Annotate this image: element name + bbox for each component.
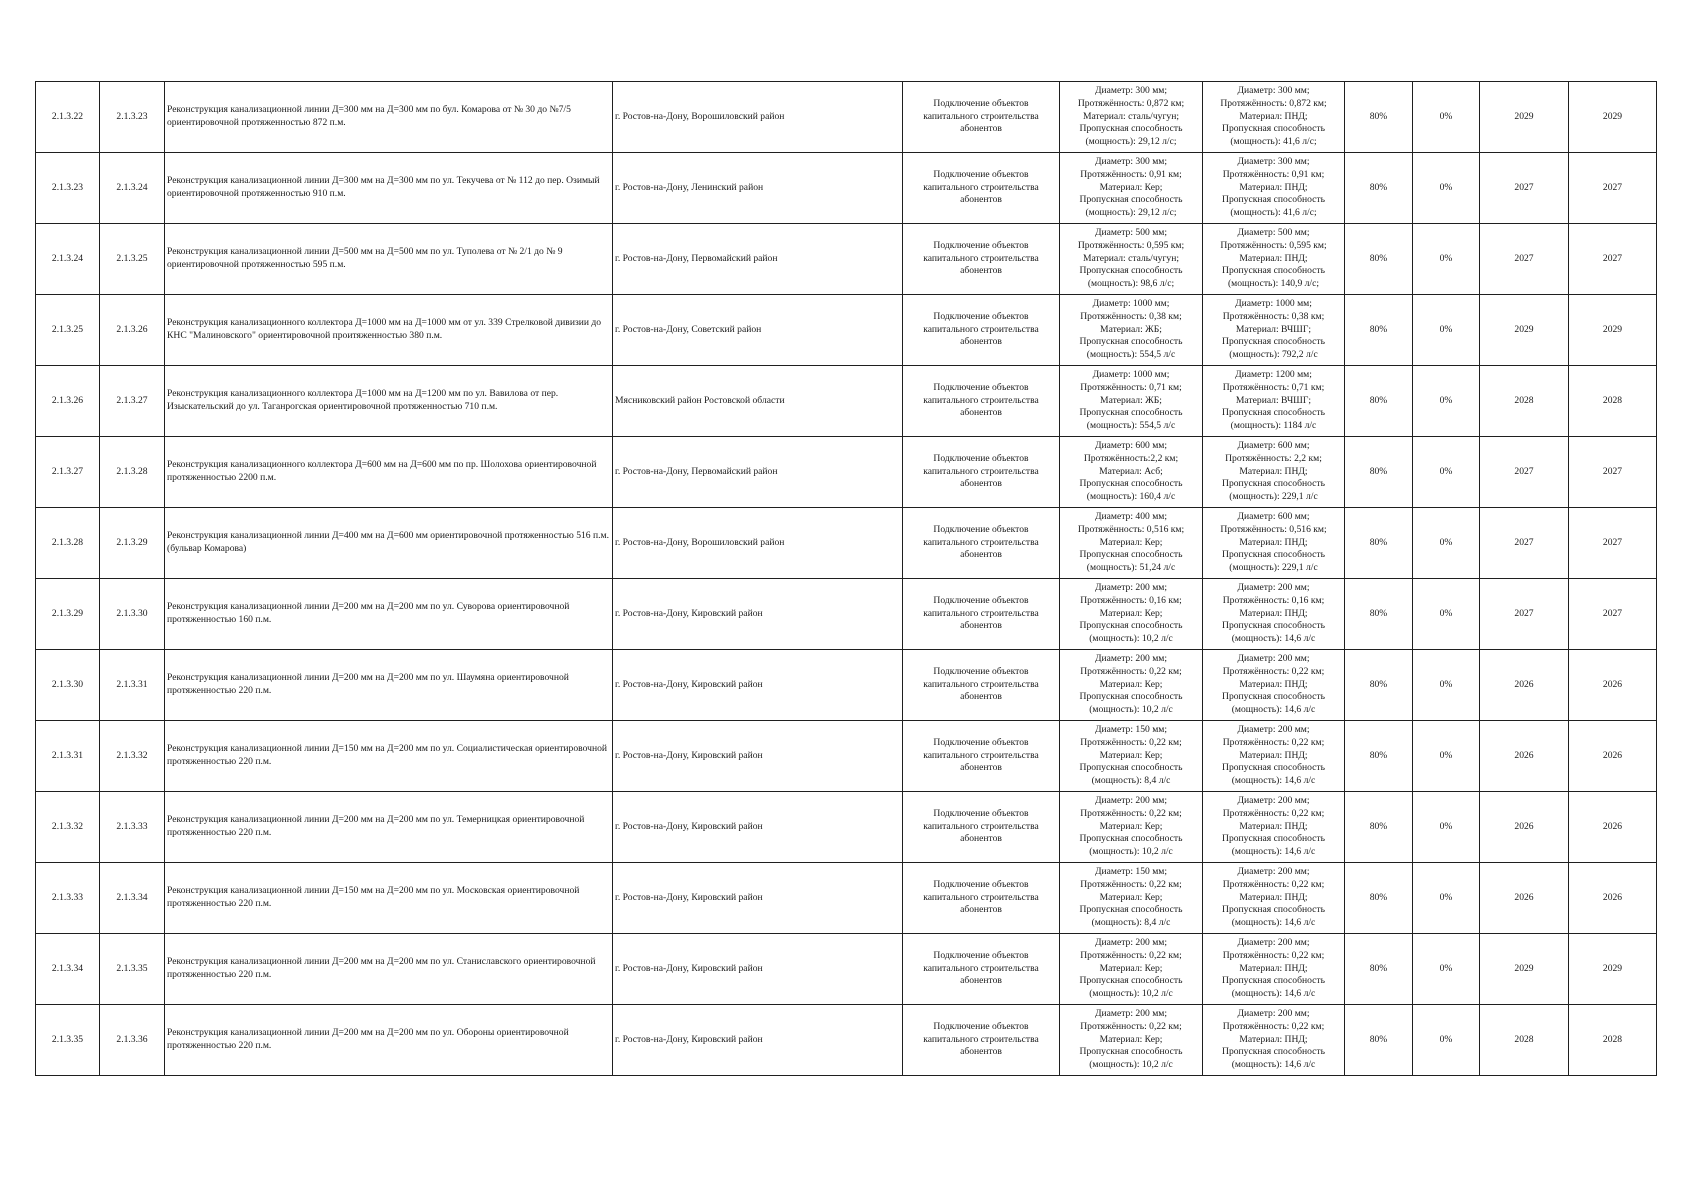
specs-after-cell xyxy=(1203,792,1345,863)
project-name-cell: Реконструкция канализационной линии Д=150 мм на Д=200 мм по ул. Социалистическая ориентировочной протяженностью 220 п.м. xyxy=(165,721,613,792)
specs-after-text: Диаметр: 300 мм; Протяжённость: 0,91 км; Материал: ПНД; Пропускная способность (мощность): 41,6 л/с; xyxy=(1222,156,1325,219)
location-cell: г. Ростов-на-Дону, Кировский район xyxy=(613,579,903,650)
table-row xyxy=(36,863,1657,934)
table-row xyxy=(36,153,1657,224)
purpose-text: Подключение объектов капитального строительства абонентов xyxy=(923,523,1039,561)
specs-after-text: Диаметр: 200 мм; Протяжённость: 0,22 км; Материал: ПНД; Пропускная способность (мощность): 14,6 л/с xyxy=(1222,937,1325,1000)
item-code-cell: 2.1.3.36 xyxy=(100,1005,165,1076)
row-number-cell: 2.1.3.27 xyxy=(36,437,100,508)
item-code-cell: 2.1.3.29 xyxy=(100,508,165,579)
location-cell: г. Ростов-на-Дону, Ворошиловский район xyxy=(613,82,903,153)
location-cell: г. Ростов-на-Дону, Первомайский район xyxy=(613,437,903,508)
project-name-cell: Реконструкция канализационного коллектора Д=1000 мм на Д=1000 мм от ул. 339 Стрелковой дивизии до КНС "Малиновского" ориентировочной проитяженностью 380 п.м. xyxy=(165,295,613,366)
purpose-text: Подключение объектов капитального строительства абонентов xyxy=(923,452,1039,490)
percent-cell: 80% xyxy=(1345,366,1413,437)
end-year-cell: 2026 xyxy=(1569,650,1657,721)
specs-after-cell xyxy=(1203,650,1345,721)
table-row xyxy=(36,579,1657,650)
percent-cell: 0% xyxy=(1413,153,1480,224)
purpose-text: Подключение объектов капитального строительства абонентов xyxy=(923,807,1039,845)
percent-cell: 0% xyxy=(1413,721,1480,792)
percent-cell: 80% xyxy=(1345,224,1413,295)
purpose-text: Подключение объектов капитального строительства абонентов xyxy=(923,594,1039,632)
purpose-cell xyxy=(903,934,1060,1005)
location-cell: г. Ростов-на-Дону, Ленинский район xyxy=(613,153,903,224)
end-year-cell: 2027 xyxy=(1569,508,1657,579)
purpose-text: Подключение объектов капитального строительства абонентов xyxy=(923,381,1039,419)
start-year-cell: 2026 xyxy=(1480,721,1569,792)
specs-before-cell xyxy=(1060,1005,1203,1076)
purpose-cell xyxy=(903,1005,1060,1076)
purpose-cell xyxy=(903,295,1060,366)
percent-cell: 80% xyxy=(1345,792,1413,863)
specs-after-cell xyxy=(1203,295,1345,366)
percent-cell: 0% xyxy=(1413,224,1480,295)
location-cell: г. Ростов-на-Дону, Кировский район xyxy=(613,863,903,934)
item-code-cell: 2.1.3.24 xyxy=(100,153,165,224)
percent-cell: 0% xyxy=(1413,508,1480,579)
table-row xyxy=(36,934,1657,1005)
percent-cell: 0% xyxy=(1413,295,1480,366)
row-number-cell: 2.1.3.22 xyxy=(36,82,100,153)
percent-cell: 0% xyxy=(1413,863,1480,934)
percent-cell: 0% xyxy=(1413,437,1480,508)
item-code-cell: 2.1.3.30 xyxy=(100,579,165,650)
purpose-cell xyxy=(903,579,1060,650)
specs-before-text: Диаметр: 200 мм; Протяжённость: 0,22 км; Материал: Кер; Пропускная способность (мощность): 10,2 л/с xyxy=(1079,937,1183,1000)
specs-after-text: Диаметр: 200 мм; Протяжённость: 0,22 км; Материал: ПНД; Пропускная способность (мощность): 14,6 л/с xyxy=(1222,795,1325,858)
location-cell: г. Ростов-на-Дону, Кировский район xyxy=(613,721,903,792)
specs-before-text: Диаметр: 150 мм; Протяжённость: 0,22 км; Материал: Кер; Пропускная способность (мощность): 8,4 л/с xyxy=(1079,866,1183,929)
purpose-cell xyxy=(903,366,1060,437)
specs-after-text: Диаметр: 300 мм; Протяжённость: 0,872 км; Материал: ПНД; Пропускная способность (мощность): 41,6 л/с; xyxy=(1220,85,1327,148)
end-year-cell: 2028 xyxy=(1569,1005,1657,1076)
end-year-cell: 2027 xyxy=(1569,224,1657,295)
project-name-cell: Реконструкция канализационной линии Д=400 мм на Д=600 мм ориентировочной протяженностью 516 п.м. (бульвар Комарова) xyxy=(165,508,613,579)
end-year-cell: 2029 xyxy=(1569,82,1657,153)
row-number-cell: 2.1.3.29 xyxy=(36,579,100,650)
purpose-cell xyxy=(903,792,1060,863)
row-number-cell: 2.1.3.28 xyxy=(36,508,100,579)
reconstruction-table xyxy=(35,81,1657,1076)
specs-after-cell xyxy=(1203,1005,1345,1076)
item-code-cell: 2.1.3.34 xyxy=(100,863,165,934)
specs-after-text: Диаметр: 200 мм; Протяжённость: 0,22 км; Материал: ПНД; Пропускная способность (мощность): 14,6 л/с xyxy=(1222,724,1325,787)
start-year-cell: 2026 xyxy=(1480,863,1569,934)
project-name-cell: Реконструкция канализационной линии Д=200 мм на Д=200 мм по ул. Темерницкая ориентировочной протяженностью 220 п.м. xyxy=(165,792,613,863)
specs-after-cell xyxy=(1203,863,1345,934)
end-year-cell: 2028 xyxy=(1569,366,1657,437)
start-year-cell: 2028 xyxy=(1480,1005,1569,1076)
location-cell: г. Ростов-на-Дону, Кировский район xyxy=(613,934,903,1005)
purpose-cell xyxy=(903,437,1060,508)
percent-cell: 0% xyxy=(1413,650,1480,721)
percent-cell: 80% xyxy=(1345,295,1413,366)
start-year-cell: 2027 xyxy=(1480,437,1569,508)
row-number-cell: 2.1.3.35 xyxy=(36,1005,100,1076)
start-year-cell: 2027 xyxy=(1480,579,1569,650)
project-name-cell: Реконструкция канализационной линии Д=200 мм на Д=200 мм по ул. Суворова ориентировочной протяженностью 160 п.м. xyxy=(165,579,613,650)
specs-before-text: Диаметр: 150 мм; Протяжённость: 0,22 км; Материал: Кер; Пропускная способность (мощность): 8,4 л/с xyxy=(1079,724,1183,787)
end-year-cell: 2027 xyxy=(1569,437,1657,508)
table-row xyxy=(36,224,1657,295)
specs-after-text: Диаметр: 1000 мм; Протяжённость: 0,38 км; Материал: ВЧШГ; Пропускная способность (мощность): 792,2 л/с xyxy=(1222,298,1325,361)
specs-before-cell xyxy=(1060,366,1203,437)
percent-cell: 80% xyxy=(1345,863,1413,934)
specs-after-cell xyxy=(1203,508,1345,579)
item-code-cell: 2.1.3.27 xyxy=(100,366,165,437)
percent-cell: 0% xyxy=(1413,934,1480,1005)
location-cell: г. Ростов-на-Дону, Кировский район xyxy=(613,1005,903,1076)
location-cell: г. Ростов-на-Дону, Советский район xyxy=(613,295,903,366)
start-year-cell: 2029 xyxy=(1480,295,1569,366)
start-year-cell: 2029 xyxy=(1480,934,1569,1005)
purpose-text: Подключение объектов капитального строительства абонентов xyxy=(923,665,1039,703)
specs-before-cell xyxy=(1060,82,1203,153)
row-number-cell: 2.1.3.23 xyxy=(36,153,100,224)
specs-before-text: Диаметр: 600 мм; Протяжённость:2,2 км; Материал: Асб; Пропускная способность (мощность): 160,4 л/с xyxy=(1079,440,1183,503)
start-year-cell: 2027 xyxy=(1480,224,1569,295)
percent-cell: 80% xyxy=(1345,934,1413,1005)
percent-cell: 0% xyxy=(1413,366,1480,437)
item-code-cell: 2.1.3.32 xyxy=(100,721,165,792)
specs-before-text: Диаметр: 200 мм; Протяжённость: 0,22 км; Материал: Кер; Пропускная способность (мощность): 10,2 л/с xyxy=(1079,1008,1183,1071)
specs-before-cell xyxy=(1060,508,1203,579)
specs-after-text: Диаметр: 600 мм; Протяжённость: 0,516 км; Материал: ПНД; Пропускная способность (мощность): 229,1 л/с xyxy=(1220,511,1327,574)
specs-before-text: Диаметр: 400 мм; Протяжённость: 0,516 км; Материал: Кер; Пропускная способность (мощность): 51,24 л/с xyxy=(1077,511,1185,574)
purpose-text: Подключение объектов капитального строительства абонентов xyxy=(923,949,1039,987)
table-row xyxy=(36,437,1657,508)
specs-after-cell xyxy=(1203,82,1345,153)
project-name-cell: Реконструкция канализационной линии Д=500 мм на Д=500 мм по ул. Туполева от № 2/1 до № 9 ориентировочной протяженностью 595 п.м. xyxy=(165,224,613,295)
end-year-cell: 2027 xyxy=(1569,153,1657,224)
specs-after-text: Диаметр: 500 мм; Протяжённость: 0,595 км; Материал: ПНД; Пропускная способность (мощность): 140,9 л/с; xyxy=(1220,227,1327,290)
location-cell: г. Ростов-на-Дону, Первомайский район xyxy=(613,224,903,295)
specs-before-cell xyxy=(1060,934,1203,1005)
project-name-cell: Реконструкция канализационной линии Д=200 мм на Д=200 мм по ул. Шаумяна ориентировочной протяженностью 220 п.м. xyxy=(165,650,613,721)
specs-after-cell xyxy=(1203,366,1345,437)
specs-before-text: Диаметр: 1000 мм; Протяжённость: 0,71 км; Материал: ЖБ; Пропускная способность (мощность): 554,5 л/с xyxy=(1079,369,1183,432)
purpose-text: Подключение объектов капитального строительства абонентов xyxy=(923,878,1039,916)
project-name-cell: Реконструкция канализационной линии Д=150 мм на Д=200 мм по ул. Московская ориентировочной протяженностью 220 п.м. xyxy=(165,863,613,934)
specs-before-cell xyxy=(1060,863,1203,934)
specs-after-text: Диаметр: 1200 мм; Протяжённость: 0,71 км; Материал: ВЧШГ; Пропускная способность (мощность): 1184 л/с xyxy=(1222,369,1325,432)
row-number-cell: 2.1.3.34 xyxy=(36,934,100,1005)
percent-cell: 0% xyxy=(1413,82,1480,153)
specs-before-cell xyxy=(1060,721,1203,792)
specs-before-cell xyxy=(1060,224,1203,295)
specs-after-cell xyxy=(1203,437,1345,508)
start-year-cell: 2027 xyxy=(1480,508,1569,579)
purpose-cell xyxy=(903,863,1060,934)
specs-after-cell xyxy=(1203,224,1345,295)
percent-cell: 80% xyxy=(1345,579,1413,650)
purpose-cell xyxy=(903,153,1060,224)
specs-after-cell xyxy=(1203,721,1345,792)
item-code-cell: 2.1.3.33 xyxy=(100,792,165,863)
purpose-text: Подключение объектов капитального строительства абонентов xyxy=(923,97,1039,135)
project-name-cell: Реконструкция канализационной линии Д=200 мм на Д=200 мм по ул. Обороны ориентировочной протяженностью 220 п.м. xyxy=(165,1005,613,1076)
table-row xyxy=(36,82,1657,153)
start-year-cell: 2028 xyxy=(1480,366,1569,437)
specs-before-text: Диаметр: 1000 мм; Протяжённость: 0,38 км; Материал: ЖБ; Пропускная способность (мощность): 554,5 л/с xyxy=(1079,298,1183,361)
specs-before-cell xyxy=(1060,792,1203,863)
start-year-cell: 2027 xyxy=(1480,153,1569,224)
percent-cell: 0% xyxy=(1413,792,1480,863)
table-row xyxy=(36,1005,1657,1076)
row-number-cell: 2.1.3.24 xyxy=(36,224,100,295)
table-row xyxy=(36,366,1657,437)
item-code-cell: 2.1.3.26 xyxy=(100,295,165,366)
percent-cell: 80% xyxy=(1345,650,1413,721)
row-number-cell: 2.1.3.30 xyxy=(36,650,100,721)
item-code-cell: 2.1.3.31 xyxy=(100,650,165,721)
purpose-text: Подключение объектов капитального строительства абонентов xyxy=(923,239,1039,277)
percent-cell: 80% xyxy=(1345,437,1413,508)
purpose-text: Подключение объектов капитального строительства абонентов xyxy=(923,168,1039,206)
specs-after-cell xyxy=(1203,579,1345,650)
specs-before-cell xyxy=(1060,295,1203,366)
table-row xyxy=(36,650,1657,721)
purpose-cell xyxy=(903,224,1060,295)
location-cell: Мясниковский район Ростовской области xyxy=(613,366,903,437)
end-year-cell: 2026 xyxy=(1569,792,1657,863)
end-year-cell: 2026 xyxy=(1569,863,1657,934)
item-code-cell: 2.1.3.25 xyxy=(100,224,165,295)
specs-before-cell xyxy=(1060,153,1203,224)
table-body xyxy=(36,82,1657,1076)
percent-cell: 80% xyxy=(1345,721,1413,792)
end-year-cell: 2026 xyxy=(1569,721,1657,792)
percent-cell: 0% xyxy=(1413,1005,1480,1076)
project-name-cell: Реконструкция канализационной линии Д=200 мм на Д=200 мм по ул. Станиславского ориентировочной протяженностью 220 п.м. xyxy=(165,934,613,1005)
end-year-cell: 2027 xyxy=(1569,579,1657,650)
end-year-cell: 2029 xyxy=(1569,295,1657,366)
purpose-cell xyxy=(903,508,1060,579)
percent-cell: 80% xyxy=(1345,82,1413,153)
specs-after-text: Диаметр: 200 мм; Протяжённость: 0,16 км; Материал: ПНД; Пропускная способность (мощность): 14,6 л/с xyxy=(1222,582,1325,645)
purpose-cell xyxy=(903,82,1060,153)
specs-before-cell xyxy=(1060,437,1203,508)
project-name-cell: Реконструкция канализационной линии Д=300 мм на Д=300 мм по ул. Текучева от № 112 до пер. Озимый ориентировочной протяженностью 910 п.м. xyxy=(165,153,613,224)
specs-before-text: Диаметр: 500 мм; Протяжённость: 0,595 км; Материал: сталь/чугун; Пропускная способность (мощность): 98,6 л/с; xyxy=(1077,227,1185,290)
project-name-cell: Реконструкция канализационного коллектора Д=600 мм на Д=600 мм по пр. Шолохова ориентировочной протяженностью 2200 п.м. xyxy=(165,437,613,508)
start-year-cell: 2026 xyxy=(1480,792,1569,863)
percent-cell: 80% xyxy=(1345,153,1413,224)
specs-before-text: Диаметр: 200 мм; Протяжённость: 0,22 км; Материал: Кер; Пропускная способность (мощность): 10,2 л/с xyxy=(1079,795,1183,858)
table-row xyxy=(36,721,1657,792)
purpose-cell xyxy=(903,721,1060,792)
end-year-cell: 2029 xyxy=(1569,934,1657,1005)
specs-before-text: Диаметр: 200 мм; Протяжённость: 0,22 км; Материал: Кер; Пропускная способность (мощность): 10,2 л/с xyxy=(1079,653,1183,716)
start-year-cell: 2029 xyxy=(1480,82,1569,153)
row-number-cell: 2.1.3.32 xyxy=(36,792,100,863)
location-cell: г. Ростов-на-Дону, Кировский район xyxy=(613,650,903,721)
specs-before-text: Диаметр: 200 мм; Протяжённость: 0,16 км; Материал: Кер; Пропускная способность (мощность): 10,2 л/с xyxy=(1079,582,1183,645)
specs-after-text: Диаметр: 600 мм; Протяжённость: 2,2 км; Материал: ПНД; Пропускная способность (мощность): 229,1 л/с xyxy=(1222,440,1325,503)
item-code-cell: 2.1.3.23 xyxy=(100,82,165,153)
specs-before-cell xyxy=(1060,650,1203,721)
specs-before-text: Диаметр: 300 мм; Протяжённость: 0,872 км; Материал: сталь/чугун; Пропускная способность (мощность): 29,12 л/с; xyxy=(1077,85,1185,148)
start-year-cell: 2026 xyxy=(1480,650,1569,721)
row-number-cell: 2.1.3.25 xyxy=(36,295,100,366)
item-code-cell: 2.1.3.28 xyxy=(100,437,165,508)
location-cell: г. Ростов-на-Дону, Кировский район xyxy=(613,792,903,863)
percent-cell: 0% xyxy=(1413,579,1480,650)
specs-after-cell xyxy=(1203,934,1345,1005)
row-number-cell: 2.1.3.33 xyxy=(36,863,100,934)
purpose-text: Подключение объектов капитального строительства абонентов xyxy=(923,310,1039,348)
specs-before-text: Диаметр: 300 мм; Протяжённость: 0,91 км; Материал: Кер; Пропускная способность (мощность): 29,12 л/с; xyxy=(1079,156,1183,219)
table-row xyxy=(36,508,1657,579)
purpose-text: Подключение объектов капитального строительства абонентов xyxy=(923,736,1039,774)
specs-after-text: Диаметр: 200 мм; Протяжённость: 0,22 км; Материал: ПНД; Пропускная способность (мощность): 14,6 л/с xyxy=(1222,653,1325,716)
specs-after-text: Диаметр: 200 мм; Протяжённость: 0,22 км; Материал: ПНД; Пропускная способность (мощность): 14,6 л/с xyxy=(1222,1008,1325,1071)
specs-before-cell xyxy=(1060,579,1203,650)
percent-cell: 80% xyxy=(1345,1005,1413,1076)
row-number-cell: 2.1.3.26 xyxy=(36,366,100,437)
item-code-cell: 2.1.3.35 xyxy=(100,934,165,1005)
location-cell: г. Ростов-на-Дону, Ворошиловский район xyxy=(613,508,903,579)
table-row xyxy=(36,295,1657,366)
project-name-cell: Реконструкция канализационного коллектора Д=1000 мм на Д=1200 мм по ул. Вавилова от пер. Изыскательский до ул. Таганрогская ориентировочной протяженностью 710 п.м. xyxy=(165,366,613,437)
specs-after-cell xyxy=(1203,153,1345,224)
purpose-text: Подключение объектов капитального строительства абонентов xyxy=(923,1020,1039,1058)
purpose-cell xyxy=(903,650,1060,721)
table-row xyxy=(36,792,1657,863)
percent-cell: 80% xyxy=(1345,508,1413,579)
specs-after-text: Диаметр: 200 мм; Протяжённость: 0,22 км; Материал: ПНД; Пропускная способность (мощность): 14,6 л/с xyxy=(1222,866,1325,929)
row-number-cell: 2.1.3.31 xyxy=(36,721,100,792)
project-name-cell: Реконструкция канализационной линии Д=300 мм на Д=300 мм по бул. Комарова от № 30 до №7/5 ориентировочной протяженностью 872 п.м. xyxy=(165,82,613,153)
